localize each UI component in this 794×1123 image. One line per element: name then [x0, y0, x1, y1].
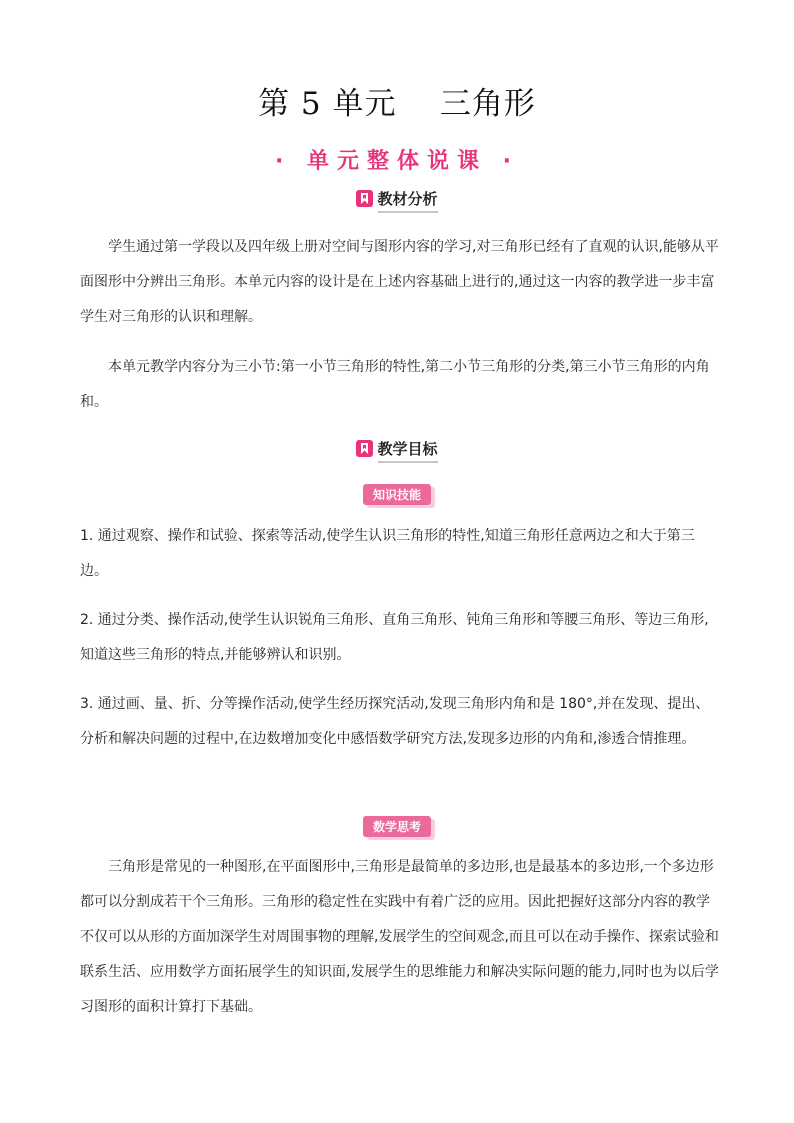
analysis-paragraph-2: 本单元教学内容分为三小节:第一小节三角形的特性,第二小节三角形的分类,第三小节三角形的内角和。	[80, 359, 710, 410]
tag-label: 数学思考	[363, 816, 431, 837]
page-title: 第 5 单元 三角形	[258, 86, 536, 122]
goal-item-2: 2. 通过分类、操作活动,使学生认识锐角三角形、直角三角形、钝角三角形和等腰三角形、等边三角形,知道这些三角形的特点,并能够辨认和识别。	[80, 612, 709, 663]
section-heading-analysis	[0, 188, 794, 213]
goal-item-3: 3. 通过画、量、折、分等操作活动,使学生经历探究活动,发现三角形内角和是 180°,并在发现、提出、分析和解决问题的过程中,在边数增加变化中感悟数学研究方法,发现多边形的内角和,渗透合情推理。	[80, 696, 710, 747]
goal-item-1: 1. 通过观察、操作和试验、探索等活动,使学生认识三角形的特性,知道三角形任意两边之和大于第三边。	[80, 528, 695, 579]
tag-knowledge-skills	[0, 484, 794, 505]
tag-label: 知识技能	[363, 484, 431, 505]
section-title: 教材分析	[377, 190, 438, 208]
tag-math-thinking	[0, 816, 794, 837]
pink-ribbon-icon	[356, 440, 373, 457]
section-title: 教学目标	[377, 440, 438, 458]
section-heading-goals	[0, 438, 794, 463]
pink-ribbon-icon	[356, 190, 373, 207]
thinking-paragraph: 三角形是常见的一种图形,在平面图形中,三角形是最简单的多边形,也是最基本的多边形,一个多边形都可以分割成若干个三角形。三角形的稳定性在实践中有着广泛的应用。因此把握好这部分内容的教学不仅可以从形的方面加深学生对周围事物的理解,发展学生的空间观念,而且可以在动手操作、探索试验和联系生活、应用数学方面拓展学生的知识面,发展学生的思维能力和解决实际问题的能力,同时也为以后学习图形的面积计算打下基础。	[80, 859, 719, 1015]
analysis-paragraph-1: 学生通过第一学段以及四年级上册对空间与图形内容的学习,对三角形已经有了直观的认识,能够从平面图形中分辨出三角形。本单元内容的设计是在上述内容基础上进行的,通过这一内容的教学进一步丰富学生对三角形的认识和理解。	[80, 239, 719, 325]
unit-subtitle: · 单元整体说课 ·	[274, 149, 520, 174]
